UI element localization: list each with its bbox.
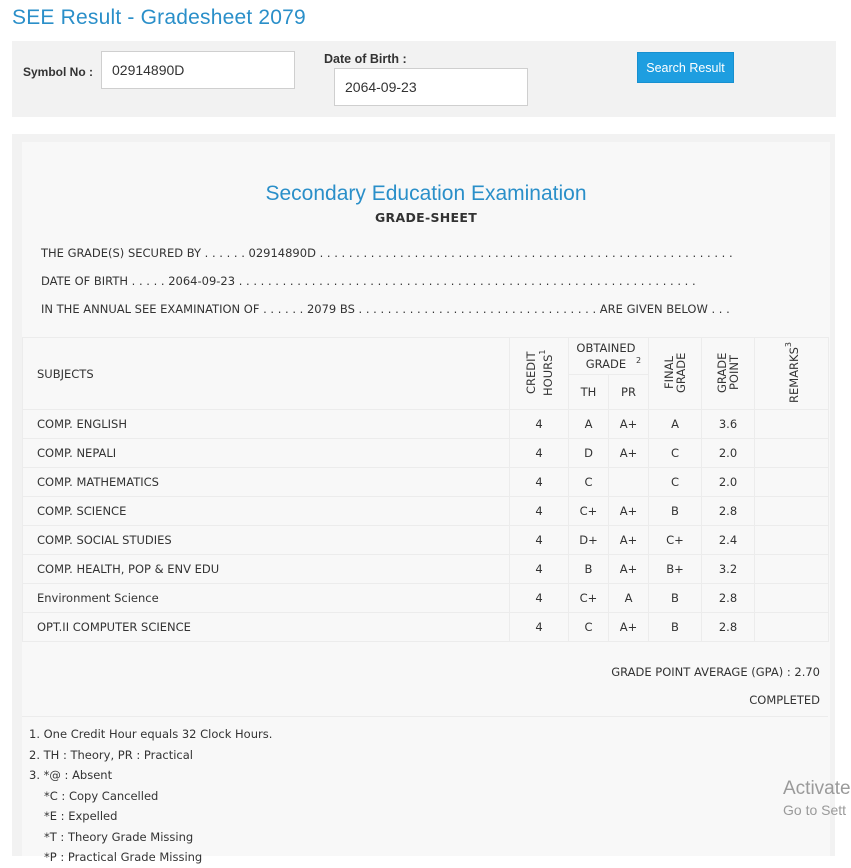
subjects-header	[23, 338, 510, 410]
subject-cell: COMP. MATHEMATICS	[23, 468, 510, 497]
obtained-grade-header: OBTAINED GRADE $^2$	[569, 338, 649, 375]
remarks-cell	[755, 613, 829, 642]
credit-cell: 4	[510, 526, 569, 555]
footnote-item: 3. *@ : Absent	[29, 768, 113, 782]
footnote-item: *P : Practical Grade Missing	[44, 850, 203, 864]
grade-point-cell: 2.8	[702, 613, 755, 642]
th-cell: B	[569, 555, 609, 584]
remarks-cell	[755, 468, 829, 497]
final-grade-header-label: FINAL GRADE	[662, 351, 688, 393]
subject-cell: Environment Science	[23, 584, 510, 613]
th-cell: D+	[569, 526, 609, 555]
final-grade-cell: B	[649, 613, 702, 642]
grade-point-cell: 3.6	[702, 410, 755, 439]
activation-watermark	[783, 778, 851, 818]
final-grade-cell: B	[649, 584, 702, 613]
credit-cell: 4	[510, 497, 569, 526]
pr-cell: A+	[609, 555, 649, 584]
exam-title: Secondary Education Examination	[265, 182, 587, 205]
th-cell: C+	[569, 584, 609, 613]
divider	[22, 716, 828, 717]
final-grade-cell: B	[649, 497, 702, 526]
credit-cell: 4	[510, 613, 569, 642]
search-panel	[12, 41, 836, 117]
remarks-cell	[755, 555, 829, 584]
credit-cell: 4	[510, 439, 569, 468]
final-grade-cell: C+	[649, 526, 702, 555]
dob-line: DATE OF BIRTH . . . . . 2064-09-23 . . . . . . . . . . . . . . . . . . . . . . . . . . . . . . . . . . . . . . . . . . . . . . . . . . . . . . . . . . . . . . .	[41, 274, 696, 288]
grade-point-header	[702, 338, 755, 410]
final-grade-cell: B+	[649, 555, 702, 584]
subject-cell: COMP. SCIENCE	[23, 497, 510, 526]
dob-label: Date of Birth :	[324, 52, 407, 66]
credit-cell: 4	[510, 584, 569, 613]
table-row	[23, 497, 829, 526]
final-grade-cell: C	[649, 468, 702, 497]
obtained-grade-header-label: OBTAINED GRADE	[576, 341, 636, 371]
credit-cell: 4	[510, 468, 569, 497]
pr-cell: A	[609, 584, 649, 613]
grade-point-cell: 2.8	[702, 497, 755, 526]
th-cell: C	[569, 468, 609, 497]
grade-point-cell: 2.0	[702, 439, 755, 468]
th-cell: C	[569, 613, 609, 642]
final-grade-cell: A	[649, 410, 702, 439]
pr-cell: A+	[609, 497, 649, 526]
remarks-cell	[755, 526, 829, 555]
search-result-button[interactable]: Search Result	[637, 52, 734, 83]
symbol-no-input[interactable]	[101, 51, 295, 89]
final-grade-header	[649, 338, 702, 410]
remarks-cell	[755, 497, 829, 526]
exam-line: IN THE ANNUAL SEE EXAMINATION OF . . . . . . 2079 BS . . . . . . . . . . . . . . . . . . . . . . . . . . . . . . . . . ARE GIVEN BELOW . . .	[41, 302, 730, 316]
watermark-line: Activate	[783, 778, 851, 799]
gpa-summary: GRADE POINT AVERAGE (GPA) : 2.70	[611, 665, 820, 679]
result-panel	[12, 134, 835, 864]
table-row	[23, 584, 829, 613]
th-cell: D	[569, 439, 609, 468]
symbol-no-label: Symbol No :	[23, 65, 94, 79]
gradesheet-title: GRADE-SHEET	[374, 210, 478, 225]
footnote-item: 2. TH : Theory, PR : Practical	[29, 747, 193, 762]
remarks-header	[755, 338, 829, 410]
dob-input[interactable]	[334, 68, 528, 106]
grade-point-cell: 2.4	[702, 526, 755, 555]
subject-cell: COMP. NEPALI	[23, 439, 510, 468]
subject-cell: COMP. HEALTH, POP & ENV EDU	[23, 555, 510, 584]
page-title: SEE Result - Gradesheet 2079	[12, 6, 306, 29]
grade-point-header-label: GRADE POINT	[715, 351, 741, 393]
grades-table	[22, 337, 829, 642]
pr-cell: A+	[609, 526, 649, 555]
grade-point-cell: 2.0	[702, 468, 755, 497]
table-row	[23, 468, 829, 497]
table-row	[23, 526, 829, 555]
credit-cell: 4	[510, 410, 569, 439]
subject-cell: COMP. ENGLISH	[23, 410, 510, 439]
table-row	[23, 410, 829, 439]
grade-point-cell: 3.2	[702, 555, 755, 584]
th-cell: A	[569, 410, 609, 439]
footnote-item: *C : Copy Cancelled	[44, 788, 159, 803]
th-cell: C+	[569, 497, 609, 526]
remarks-cell	[755, 410, 829, 439]
subjects-header-label: SUBJECTS	[37, 366, 94, 381]
remarks-cell	[755, 584, 829, 613]
pr-cell	[609, 468, 649, 497]
table-row	[23, 613, 829, 642]
table-row	[23, 439, 829, 468]
pr-cell: A+	[609, 439, 649, 468]
secured-by-line: THE GRADE(S) SECURED BY . . . . . . 02914890D . . . . . . . . . . . . . . . . . . . . . . . . . . . . . . . . . . . . . . . . . . . . . . . . . . . . . . . . .	[41, 246, 733, 260]
result-status: COMPLETED	[749, 693, 820, 707]
remarks-cell	[755, 439, 829, 468]
watermark-line: Go to Sett	[783, 802, 847, 818]
subject-cell: OPT.II COMPUTER SCIENCE	[23, 613, 510, 642]
remarks-header-label: REMARKS$^3$	[784, 341, 801, 403]
footnotes	[29, 724, 272, 868]
pr-cell: A+	[609, 613, 649, 642]
final-grade-cell: C	[649, 439, 702, 468]
th-header: TH	[569, 375, 609, 410]
footnote-item: *T : Theory Grade Missing	[44, 829, 194, 844]
credit-hours-header-label: CREDIT HOURS$^1$	[523, 348, 555, 396]
pr-cell: A+	[609, 410, 649, 439]
gradesheet	[22, 142, 830, 864]
footnote-item: 1. One Credit Hour equals 32 Clock Hours.	[29, 727, 273, 741]
grade-point-cell: 2.8	[702, 584, 755, 613]
subject-cell: COMP. SOCIAL STUDIES	[23, 526, 510, 555]
pr-header: PR	[609, 375, 649, 410]
credit-cell: 4	[510, 555, 569, 584]
table-row	[23, 555, 829, 584]
credit-hours-header	[510, 338, 569, 410]
footnote-item: *E : Expelled	[44, 809, 118, 823]
